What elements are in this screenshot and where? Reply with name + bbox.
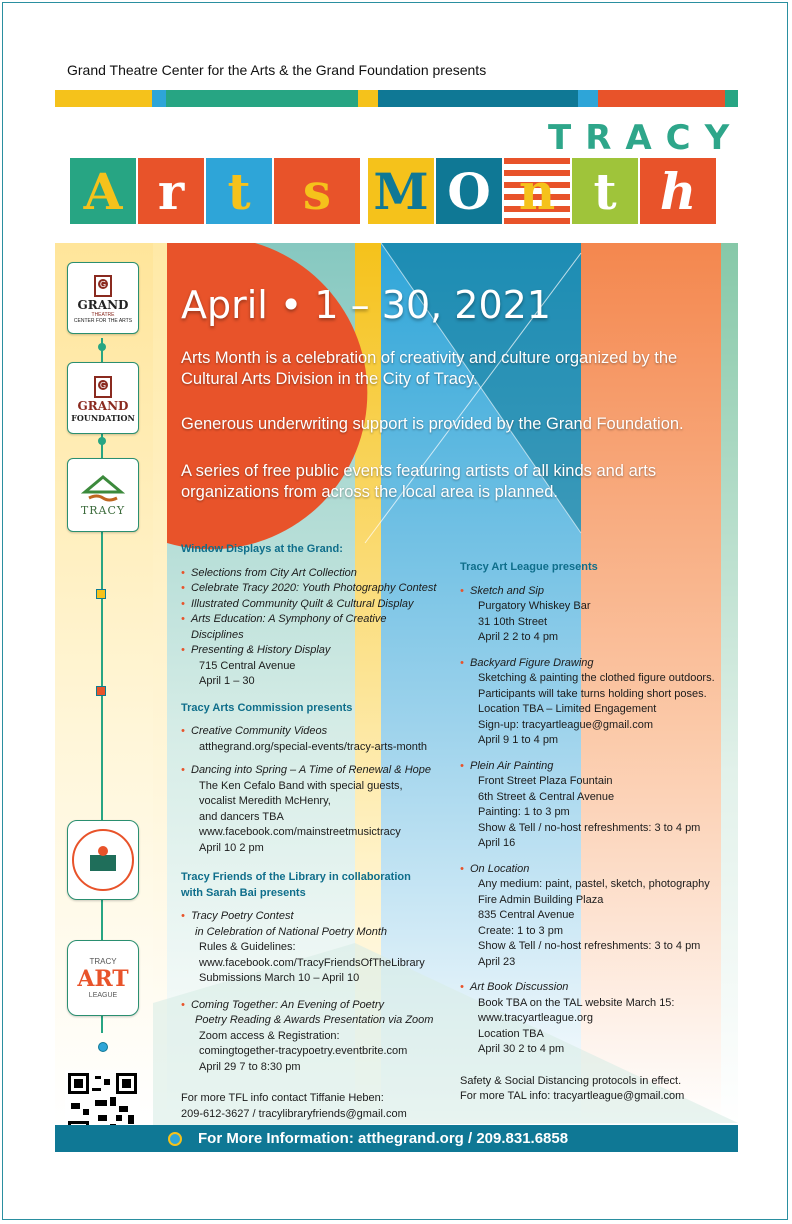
event-line: The Ken Cefalo Band with special guests, bbox=[199, 779, 403, 792]
art-league-heading: Tracy Art League presents bbox=[460, 561, 598, 573]
library-heading-2: with Sarah Bai presents bbox=[181, 886, 306, 899]
tfl-contact-2: 209-612-3627 / tracylibraryfriends@gmail.com bbox=[181, 1107, 407, 1120]
art-league-top: TRACY bbox=[89, 957, 117, 966]
library-list-2 bbox=[181, 998, 441, 1014]
title-letter-tile: h bbox=[640, 158, 716, 224]
event-subtitle: in Celebration of National Poetry Month bbox=[195, 925, 387, 938]
window-displays-heading: Window Displays at the Grand: bbox=[181, 543, 343, 555]
tal-contact: For more TAL info: tracyartleague@gmail.com bbox=[460, 1090, 685, 1102]
event-list bbox=[460, 862, 730, 878]
event-line: www.facebook.com/TracyFriendsOfTheLibrary bbox=[199, 956, 425, 969]
connector-dot bbox=[98, 437, 106, 445]
theatre-building-icon bbox=[90, 272, 116, 298]
tracy-wordmark: TRACY bbox=[548, 118, 744, 158]
list-item: • Sketch and Sip bbox=[460, 584, 730, 600]
event-line: April 9 1 to 4 pm bbox=[478, 734, 559, 746]
list-item: • Celebrate Tracy 2020: Youth Photography Contest bbox=[181, 581, 441, 597]
commission-heading: Tracy Arts Commission presents bbox=[181, 701, 353, 714]
grand-foundation-logo bbox=[67, 362, 139, 434]
library-seal-icon bbox=[70, 825, 136, 895]
title-letter-tile: r bbox=[138, 158, 204, 224]
tracy-logo-name: TRACY bbox=[80, 503, 126, 517]
left-event-column bbox=[181, 542, 441, 1122]
list-item: • Illustrated Community Quilt & Cultural Display bbox=[181, 597, 441, 613]
title-letter-tile: A bbox=[70, 158, 136, 224]
grand-logo-sub: THEATRE bbox=[91, 312, 115, 318]
event-line: Show & Tell / no-host refreshments: 3 to 4 pm bbox=[478, 821, 701, 834]
window-address: 715 Central Avenue bbox=[199, 659, 296, 672]
art-league-mid: ART bbox=[77, 966, 129, 992]
commission-list bbox=[181, 724, 441, 740]
commission-list-2 bbox=[181, 763, 441, 779]
event-list bbox=[460, 980, 730, 996]
event-line: 835 Central Avenue bbox=[478, 909, 575, 921]
event-line: vocalist Meredith McHenry, bbox=[199, 795, 331, 807]
event-subtitle: Poetry Reading & Awards Presentation via Zoom bbox=[195, 1014, 434, 1026]
event-line: Submissions March 10 – April 10 bbox=[199, 972, 360, 984]
list-item: • Backyard Figure Drawing bbox=[460, 656, 730, 672]
intro-paragraph-2: Generous underwriting support is provided by the Grand Foundation. bbox=[181, 415, 684, 433]
grand-theatre-logo bbox=[67, 262, 139, 334]
event-line: Fire Admin Building Plaza bbox=[478, 893, 604, 906]
grand-logo-sub2: CENTER FOR THE ARTS bbox=[73, 318, 133, 324]
title-letter-tile: O bbox=[436, 158, 502, 224]
list-item: • Art Book Discussion bbox=[460, 980, 730, 996]
title-letter-tile: n bbox=[504, 158, 570, 224]
city-of-tracy-logo bbox=[67, 458, 139, 532]
connector-dot bbox=[98, 343, 106, 351]
event-line: Location TBA – Limited Engagement bbox=[478, 703, 657, 715]
event-line: www.facebook.com/mainstreetmusictracy bbox=[199, 826, 401, 838]
list-item: • Tracy Poetry Contest bbox=[181, 909, 441, 925]
tfl-contact: For more TFL info contact Tiffanie Heben: bbox=[181, 1092, 384, 1104]
event-line: www.tracyartleague.org bbox=[478, 1012, 593, 1024]
title-letter-tile: M bbox=[368, 158, 434, 224]
event-line: Any medium: paint, pastel, sketch, photography bbox=[478, 878, 710, 890]
more-info-bar bbox=[55, 1125, 738, 1152]
theatre-building-icon bbox=[90, 373, 116, 399]
connector-dot bbox=[98, 1042, 108, 1052]
event-list bbox=[460, 584, 730, 600]
friends-of-library-logo bbox=[67, 820, 139, 900]
library-list bbox=[181, 909, 441, 925]
event-line: Location TBA bbox=[478, 1027, 544, 1040]
svg-text:G: G bbox=[99, 280, 107, 289]
event-line: Sketching & painting the clothed figure outdoors. bbox=[478, 672, 715, 684]
list-item: • Dancing into Spring – A Time of Renewal & Hope bbox=[181, 763, 441, 779]
date-headline: April • 1 – 30, 2021 bbox=[181, 283, 551, 327]
event-line: Show & Tell / no-host refreshments: 3 to 4 pm bbox=[478, 940, 701, 952]
list-item: • Plein Air Painting bbox=[460, 759, 730, 775]
title-letter-tile: t bbox=[572, 158, 638, 224]
event-line: comingtogether-tracypoetry.eventbrite.com bbox=[199, 1045, 408, 1057]
info-bullet-icon bbox=[168, 1132, 182, 1146]
art-league-bottom: LEAGUE bbox=[88, 992, 118, 999]
foundation-logo-sub: FOUNDATION bbox=[71, 413, 135, 423]
event-line: April 16 bbox=[478, 837, 516, 849]
event-line: Rules & Guidelines: bbox=[199, 941, 296, 953]
event-line: Purgatory Whiskey Bar bbox=[478, 600, 591, 612]
list-item: • Presenting & History Display bbox=[181, 643, 441, 659]
event-list bbox=[460, 656, 730, 672]
title-letter-tile: t bbox=[206, 158, 272, 224]
list-item: • Arts Education: A Symphony of Creative Disciplines bbox=[181, 612, 441, 643]
event-line: April 10 2 pm bbox=[199, 841, 264, 854]
event-line: Painting: 1 to 3 pm bbox=[478, 806, 570, 818]
event-line: Front Street Plaza Fountain bbox=[478, 775, 613, 787]
event-line: April 23 bbox=[478, 955, 516, 968]
event-url: atthegrand.org/special-events/tracy-arts-month bbox=[199, 740, 428, 753]
event-line: Participants will take turns holding short poses. bbox=[478, 687, 707, 700]
tal-safety-note: Safety & Social Distancing protocols in effect. bbox=[460, 1074, 682, 1087]
event-line: Book TBA on the TAL website March 15: bbox=[478, 996, 675, 1009]
more-info-text[interactable]: For More Information: atthegrand.org / 209.831.6858 bbox=[198, 1130, 569, 1147]
library-heading: Tracy Friends of the Library in collaboration bbox=[181, 871, 411, 883]
event-line: April 29 7 to 8:30 pm bbox=[199, 1060, 301, 1073]
event-line: 31 10th Street bbox=[478, 615, 548, 628]
event-line: Zoom access & Registration: bbox=[199, 1029, 340, 1042]
window-dates: April 1 – 30 bbox=[199, 675, 255, 687]
list-item: • Selections from City Art Collection bbox=[181, 566, 441, 582]
list-item: • On Location bbox=[460, 862, 730, 878]
event-line: Create: 1 to 3 pm bbox=[478, 924, 563, 937]
connector-square bbox=[96, 686, 106, 696]
tracy-art-league-logo bbox=[67, 940, 139, 1016]
event-line: and dancers TBA bbox=[199, 810, 284, 823]
event-line: April 2 2 to 4 pm bbox=[478, 631, 559, 643]
grand-logo-name: GRAND bbox=[77, 298, 129, 312]
mountain-icon bbox=[81, 474, 125, 504]
svg-text:G: G bbox=[99, 381, 107, 390]
presenter-line: Grand Theatre Center for the Arts & the Grand Foundation presents bbox=[67, 62, 487, 78]
event-list bbox=[460, 759, 730, 775]
right-event-column bbox=[460, 560, 730, 1105]
event-line: 6th Street & Central Avenue bbox=[478, 790, 615, 803]
event-line: Sign-up: tracyartleague@gmail.com bbox=[478, 718, 654, 731]
foundation-logo-name: GRAND bbox=[77, 399, 129, 413]
list-item: • Coming Together: An Evening of Poetry bbox=[181, 998, 441, 1014]
window-displays-list bbox=[181, 566, 441, 659]
intro-paragraph-1: Arts Month is a celebration of creativity and culture organized by the Cultural Arts Division in the City of Tracy. bbox=[181, 349, 678, 388]
intro-paragraph-3: A series of free public events featuring artists of all kinds and arts organizations from across the local area is planned. bbox=[181, 462, 657, 501]
event-line: April 30 2 to 4 pm bbox=[478, 1043, 565, 1055]
title-letter-tile: s bbox=[274, 158, 360, 224]
connector-square bbox=[96, 589, 106, 599]
list-item: • Creative Community Videos bbox=[181, 724, 441, 740]
